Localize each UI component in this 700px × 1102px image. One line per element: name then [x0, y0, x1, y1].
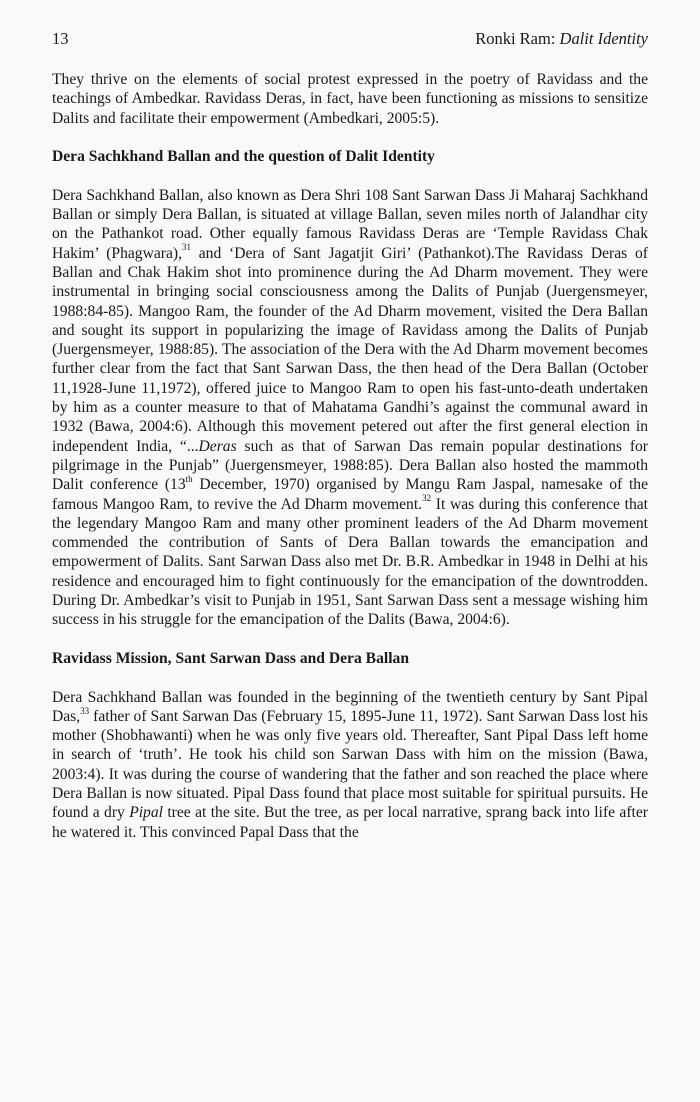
running-head-author: Ronki Ram: [475, 29, 560, 48]
paragraph-3-text-a: Dera Sachkhand Ballan was founded in the beginning of the twentieth century by Sant Pipal Das, [52, 688, 648, 725]
paragraph-2-text-a: Dera Sachkhand Ballan, also known as Dera Shri 108 Sant Sarwan Dass Ji Maharaj Sachkhand Ballan or simply Dera Ballan, is situated at village Ballan, seven miles north of Jalandhar city on the Pathankot road. Other equally famous Ravidass Deras are ‘Temple Ravidass Chak Hakim’ (Phagwara), [52, 186, 648, 262]
running-head [475, 27, 648, 51]
footnote-ref-33[interactable]: 33 [80, 705, 90, 716]
paragraph-2-text-c: such as that of Sarwan Das remain popular destinations for pilgrimage in the Punjab” (Juergensmeyer, 1988:85). Dera Ballan also hosted the mammoth Dalit conference (13 [52, 437, 649, 494]
paragraph-3-text-c: tree at the site. But the tree, as per local narrative, sprang back into life after he watered it. This convinced Papal Dass that the [52, 804, 648, 841]
paragraph-3 [52, 688, 648, 842]
paragraph-2-text-e: It was during this conference that the legendary Mangoo Ram and many other prominent leaders of the Ad Dharm movement commended the contribution of Sants of Dera Ballan towards the emancipation and empowerment of Dalits. Sant Sarwan Dass also met Dr. B.R. Ambedkar in 1948 in Delhi at his residence and encouraged him to fight continuously for the emancipation of the downtrodden. During Dr. Ambedkar’s visit to Punjab in 1951, Sant Sarwan Dass sent a message wishing him success in his struggle for the emancipation of the Dalits (Bawa, 2004:6). [52, 495, 648, 629]
paragraph-1: They thrive on the elements of social protest expressed in the poetry of Ravidass and the teachings of Ambedkar. Ravidass Deras, in fact, have been functioning as missions to sensitize Dalits and facilitate their empowerment (Ambedkari, 2005:5). [52, 71, 648, 127]
body-text [52, 70, 648, 842]
footnote-ref-32[interactable]: 32 [422, 493, 432, 504]
page-header [52, 27, 648, 51]
paragraph-2-text-d: December, 1970) organised by Mangu Ram Jaspal, namesake of the famous Mangoo Ram, to revive the Ad Dharm movement. [52, 476, 648, 513]
section-heading-2: Ravidass Mission, Sant Sarwan Dass and Dera Ballan [52, 649, 409, 667]
italic-deras: Deras [198, 437, 237, 455]
section-heading-1: Dera Sachkhand Ballan and the question of Dalit Identity [52, 148, 435, 166]
running-head-title: Dalit Identity [559, 29, 648, 48]
italic-pipal: Pipal [129, 804, 163, 822]
paragraph-2 [52, 186, 648, 630]
paragraph-2-text-b: and ‘Dera of Sant Jagatjit Giri’ (Pathankot).The Ravidass Deras of Ballan and Chak Hakim shot into prominence during the Ad Dharm movement. They were instrumental in bringing social consciousness among the Dalits of Punjab (Juergensmeyer, 1988:84-85). Mangoo Ram, the founder of the Ad Dharm movement, visited the Dera Ballan and sought its support in popularizing the image of Ravidass among the Dalits of Punjab (Juergensmeyer, 1988:85). The association of the Dera with the Ad Dharm movement becomes further clear from the fact that Sant Sarwan Dass, the then head of the Dera Ballan (October 11,1928-June 11,1972), offered juice to Mangoo Ram to open his fast-unto-death undertaken by him as a counter measure to that of Mahatama Gandhi’s against the communal award in 1932 (Bawa, 2004:6). Although this movement petered out after the first general election in independent India, “... [52, 244, 648, 455]
paragraph-3-text-b: father of Sant Sarwan Das (February 15, 1895-June 11, 1972). Sant Sarwan Dass lost his mother (Shobhawanti) when he was only five years old. Thereafter, Sant Pipal Dass left home in search of ‘truth’. He took his child son Sarwan Dass with him on the mission (Bawa, 2003:4). It was during the course of wandering that the father and son reached the place where Dera Ballan is now situated. Pipal Dass found that place most suitable for spiritual pursuits. He found a dry [52, 707, 648, 822]
footnote-ref-31[interactable]: 31 [182, 242, 191, 253]
superscript-th: th [185, 474, 193, 485]
page-number: 13 [52, 29, 69, 48]
